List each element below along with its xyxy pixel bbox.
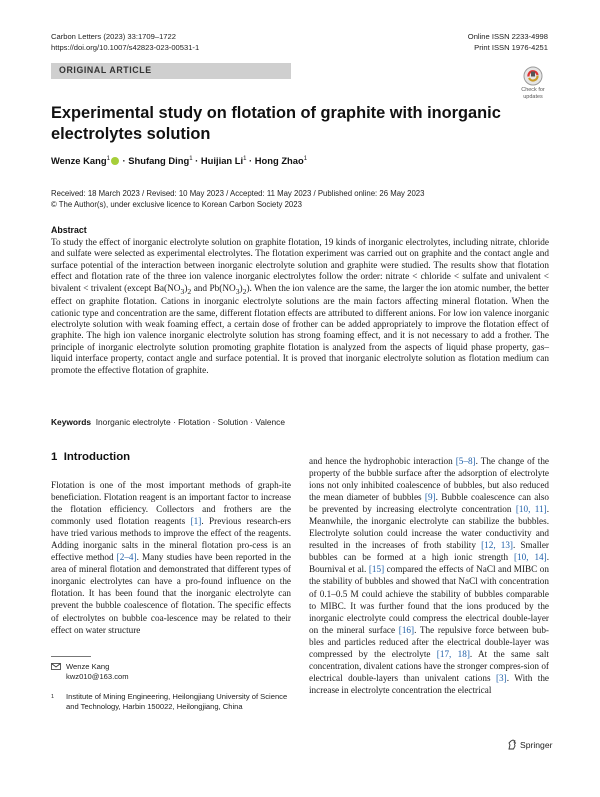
copyright-line: © The Author(s), under exclusive licence to Korean Carbon Society 2023 xyxy=(51,200,302,209)
springer-horse-icon xyxy=(507,739,518,750)
history-block xyxy=(51,188,424,210)
corresponding-author-name: Wenze Kang xyxy=(66,662,110,671)
abstract-text: To study the effect of inorganic electrolyte solution on graphite flotation, 19 kinds of inorganic electrolytes, including nitrate, chloride and sulfate were selected as experimental electrolytes. The flotation experiment was carried out on graphite and the contact angle and surface potential of the interaction between inorganic electrolyte solution and graphite were studied. The results show that flotation effect and flotation rate of the three ion valence inorganic electrolytes follow the order: nitrate < chloride < sulfate and univalent < bivalent < trivalent (except $Ba(NO_3)_2$ and $Pb(NO_3)_2$). When the ion valence are the same, the larger the ion atomic number, the better effect on graphite flotation. Cations in inorganic electrolyte solutions are the main factors affecting mineral flotation. When the cationic type and concentration are the same, different flotation effects are attributed to different anions. For low ion valence inorganic electrolyte solution with weak foaming effect, a certain dose of frother can be added appropriately to improve the flotation effect of graphite. The high ion valence inorganic electrolyte solution has strong foaming effect, and it is not necessary to add a frother. The principle of inorganic electrolyte solution promoting graphite flotation is analyzed from the aspects of liquid phase property, gas–liquid interface property, contact angle and surface potential. It is proved that inorganic electrolyte solution as flotation medium can promote the effective flotation of graphite. xyxy=(51,238,549,376)
journal-header xyxy=(51,31,199,53)
author-affiliation-mark: 1 xyxy=(189,156,193,162)
keywords-line xyxy=(51,417,285,427)
keywords-label: Keywords xyxy=(51,417,92,427)
envelope-icon xyxy=(51,663,61,670)
author-name[interactable]: Hong Zhao xyxy=(254,155,304,166)
intro-column-left: Flotation is one of the most important methods of graph-ite beneficiation. Flotation reagent is an important factor to increase the flotation efficiency. Collectors and frothers are the commonly used flotation reagents [1]. Previous research-ers have tried various methods to improve the effect of the reagents. Adding inorganic salts in the mineral flotation pro-cess is an effective method [2–4]. Many studies have been reported in the area of mineral flotation and demonstrated that different types of inorganic electrolytes can have a pro-found influence on the flotation. It has been found that the inorganic electrolyte can prevent the bubble coalescence of flotation. The specific effects of electrolytes on bubble coa-lescence may be related to their effect on water structure xyxy=(51,480,291,635)
online-issn: Online ISSN 2233-4998 xyxy=(467,32,548,41)
publisher-name: Springer xyxy=(520,740,553,750)
citation-link[interactable]: [15] xyxy=(368,564,385,575)
citation-link[interactable]: [12, 13] xyxy=(481,540,513,551)
article-type-banner xyxy=(51,63,291,79)
citation-link[interactable]: [3] xyxy=(496,672,507,683)
check-for-updates-badge[interactable] xyxy=(518,66,548,100)
citation-link[interactable]: [1] xyxy=(190,516,202,527)
citation-link[interactable]: [17, 18] xyxy=(436,648,470,659)
journal-citation: Carbon Letters (2023) 33:1709–1722 xyxy=(51,32,176,41)
article-type: ORIGINAL ARTICLE xyxy=(59,65,152,75)
doi-link[interactable]: https://doi.org/10.1007/s42823-023-00531-1 xyxy=(51,43,200,52)
author-separator: · xyxy=(246,155,255,166)
abstract-heading: Abstract xyxy=(51,225,87,235)
check-updates-line2: updates xyxy=(523,93,543,100)
corresponding-author-email[interactable]: kwz010@163.com xyxy=(66,672,129,681)
author-name[interactable]: Shufang Ding xyxy=(128,155,190,166)
citation-link[interactable]: [2–4] xyxy=(116,552,137,563)
citation-link[interactable]: [10, 11] xyxy=(515,504,547,515)
publication-dates: Received: 18 March 2023 / Revised: 10 May 2023 / Accepted: 11 May 2023 / Published online: 26 May 2023 xyxy=(51,189,425,198)
author-separator: · xyxy=(192,155,201,166)
orcid-icon[interactable] xyxy=(111,157,119,165)
check-for-updates-icon xyxy=(523,66,543,86)
author-separator: · xyxy=(119,155,129,166)
print-issn: Print ISSN 1976-4251 xyxy=(474,43,548,52)
footnote-divider xyxy=(51,656,91,657)
citation-link[interactable]: [16] xyxy=(398,624,415,635)
intro-column-right: and hence the hydrophobic interaction [5–8]. The change of the property of the bubble surface after the adsorption of electrolyte ions not only inhibited coalescence of bubbles, but also reduced the mean diameter of bubbles [9]. Bubble coalescence can also be prevented by increasing electrolyte concentration [10, 11]. Meanwhile, the inorganic electrolyte can stabilize the bubbles. Electrolyte solution could increase the water conductivity and resulted in the increases of froth stability [12, 13]. Smaller bubbles can be formed at a high ionic strength [10, 14]. Bournival et al. [15] compared the effects of NaCl and MIBC on the stability of bubbles and showed that NaCl with concentration of 0.1–0.5 M could achieve the stability of bubbles comparable to MIBC. It was further found that the ions produced by the inorganic electrolyte could compress the electrical double-layer on the mineral surface [16]. The repulsive force between bub-bles and particles reduced after the electrical double-layer was compressed by the electrolyte [17, 18]. At the same salt concentration, divalent cations have the stronger compres-sion of electrical double-layers than univalent cations [3]. With the increase in electrolyte concentration the electrical xyxy=(309,456,549,695)
author-name[interactable]: Wenze Kang xyxy=(51,155,107,166)
citation-link[interactable]: [9] xyxy=(424,492,436,503)
section-title: Introduction xyxy=(63,451,131,463)
section-number: 1 xyxy=(51,451,58,463)
author-affiliation-mark: 1 xyxy=(106,156,110,162)
author-affiliation-mark: 1 xyxy=(243,156,247,162)
article-title: Experimental study on flotation of graphite with inorganic electrolytes solution xyxy=(51,104,501,143)
affiliation-text: Institute of Mining Engineering, Heilongjiang University of Science and Technology, Harbin 150022, Heilongjiang, China xyxy=(66,692,288,711)
publisher-logo xyxy=(507,739,552,750)
citation-link[interactable]: [10, 14] xyxy=(513,552,547,563)
keywords-text: Inorganic electrolyte · Flotation · Solution · Valence xyxy=(95,417,285,427)
author-name[interactable]: Huijian Li xyxy=(200,155,244,166)
author-affiliation-mark: 1 xyxy=(303,156,308,162)
check-updates-line1: Check for xyxy=(521,87,545,93)
section-heading xyxy=(51,451,130,463)
author-list xyxy=(51,155,307,166)
citation-link[interactable]: [5–8] xyxy=(455,456,476,466)
affiliation-number: 1 xyxy=(51,694,55,700)
issn-header xyxy=(468,31,548,53)
